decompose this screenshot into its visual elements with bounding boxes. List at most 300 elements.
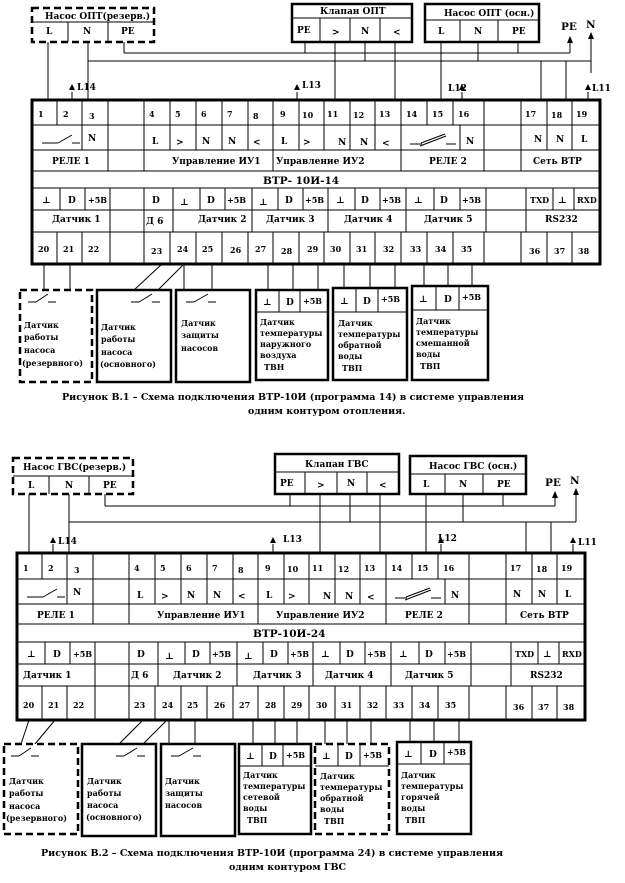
svg-text:21: 21 xyxy=(48,700,60,710)
svg-text:34: 34 xyxy=(419,700,431,710)
term-32: 32 xyxy=(383,244,395,254)
iu2-l: L xyxy=(281,137,288,147)
svg-text:⊥: ⊥ xyxy=(404,750,413,760)
figure-1 xyxy=(20,4,611,417)
term-8: 8 xyxy=(253,111,259,121)
svg-text:Датчик 5: Датчик 5 xyxy=(405,671,454,681)
svg-text:насоса: насоса xyxy=(9,801,41,811)
svg-text:N: N xyxy=(65,481,74,491)
bus-pe-label: PE xyxy=(561,21,577,33)
iu2-gt: > xyxy=(303,138,311,148)
svg-text:работы: работы xyxy=(24,332,59,342)
s1-gnd: ⊥ xyxy=(42,196,51,206)
svg-text:38: 38 xyxy=(563,702,575,712)
svg-text:PE: PE xyxy=(497,480,511,490)
iu1-label: Управление ИУ1 xyxy=(172,157,261,167)
svg-text:Датчик 3: Датчик 3 xyxy=(253,671,302,681)
pump-run-main-sensor xyxy=(82,744,156,836)
svg-text:D: D xyxy=(286,298,294,308)
term-9: 9 xyxy=(280,109,286,119)
term-12: 12 xyxy=(353,110,365,120)
term-29: 29 xyxy=(307,244,319,254)
svg-text:Датчик: Датчик xyxy=(24,320,59,330)
term-17: 17 xyxy=(525,109,537,119)
svg-text:Датчик: Датчик xyxy=(320,771,355,781)
svg-text:Датчик: Датчик xyxy=(181,318,216,328)
svg-text:<: < xyxy=(367,593,375,603)
term-26: 26 xyxy=(230,245,242,255)
term-10: 10 xyxy=(302,110,314,120)
svg-text:температуры: температуры xyxy=(338,329,401,339)
s4-5v: +5В xyxy=(382,195,402,205)
svg-text:ТВП: ТВП xyxy=(405,815,426,825)
svg-text:(основного): (основного) xyxy=(86,812,142,822)
svg-text:⊥: ⊥ xyxy=(543,650,552,660)
svg-text:+5В: +5В xyxy=(381,294,401,304)
pump-reserve-title: Насос ОПТ(резерв.) xyxy=(45,12,151,22)
svg-text:температуры: температуры xyxy=(243,781,306,791)
sensor-wires xyxy=(21,720,459,744)
svg-text:N: N xyxy=(345,592,354,602)
figure-2 xyxy=(4,454,597,873)
svg-text:N: N xyxy=(538,590,547,600)
svg-text:Датчик: Датчик xyxy=(416,316,451,326)
svg-text:5: 5 xyxy=(160,563,166,573)
svg-text:температуры: температуры xyxy=(260,328,323,338)
pump-main-box xyxy=(410,456,526,494)
svg-text:L11: L11 xyxy=(578,538,597,548)
net-n2: N xyxy=(556,135,565,145)
svg-text:36: 36 xyxy=(513,702,525,712)
term-7: 7 xyxy=(227,109,233,119)
pump-main-title: Насос ОПТ (осн.) xyxy=(444,9,535,19)
term-16: 16 xyxy=(458,109,470,119)
svg-text:4: 4 xyxy=(134,563,140,573)
svg-text:L12: L12 xyxy=(438,534,457,544)
svg-text:⊥: ⊥ xyxy=(340,297,349,307)
valve-title: Клапан ОПТ xyxy=(320,7,386,17)
svg-text:работы: работы xyxy=(101,334,136,344)
svg-text:ТВП: ТВП xyxy=(247,815,268,825)
svg-text:37: 37 xyxy=(538,702,550,712)
pump-protection-sensor xyxy=(161,744,235,836)
svg-text:Управление ИУ2: Управление ИУ2 xyxy=(276,611,365,621)
svg-text:ТВН: ТВН xyxy=(264,362,285,372)
s1-5v: +5В xyxy=(88,195,108,205)
svg-text:TXD: TXD xyxy=(515,649,535,659)
s1-d: D xyxy=(68,196,76,206)
svg-text:Насос ГВС (осн.): Насос ГВС (осн.) xyxy=(429,462,518,472)
relay1-label: РЕЛЕ 1 xyxy=(52,157,90,167)
term-1: 1 xyxy=(38,109,44,119)
term-19: 19 xyxy=(576,109,588,119)
svg-text:обратной: обратной xyxy=(320,793,364,803)
rs-txd: TXD xyxy=(530,195,550,205)
svg-text:D: D xyxy=(53,650,61,660)
valve-lt: < xyxy=(393,28,401,38)
sensor-wires xyxy=(44,264,472,290)
svg-text:7: 7 xyxy=(212,563,218,573)
svg-text:2: 2 xyxy=(48,563,54,573)
svg-text:15: 15 xyxy=(417,563,429,573)
svg-text:<: < xyxy=(238,592,246,602)
svg-text:воздуха: воздуха xyxy=(260,350,297,360)
pump-run-reserve-sensor xyxy=(20,290,92,382)
svg-text:⊥: ⊥ xyxy=(399,650,408,660)
svg-text:N: N xyxy=(213,591,222,601)
svg-text:32: 32 xyxy=(367,700,379,710)
svg-text:D: D xyxy=(363,297,371,307)
term-38: 38 xyxy=(578,246,590,256)
net-l: L xyxy=(581,135,588,145)
svg-text:+5В: +5В xyxy=(462,292,482,302)
term-35: 35 xyxy=(461,244,473,254)
svg-text:насоса: насоса xyxy=(24,345,56,355)
svg-text:ТВП: ТВП xyxy=(420,361,441,371)
rs-rxd: RXD xyxy=(577,195,597,205)
s2-d: D xyxy=(207,196,215,206)
caption-2-line-1: Рисунок В.2 – Схема подключения ВТР-10И (программа 24) в системе управления xyxy=(41,848,504,859)
svg-text:Датчик 1: Датчик 1 xyxy=(23,671,72,681)
svg-text:N: N xyxy=(570,475,580,487)
s3-5v: +5В xyxy=(305,195,325,205)
pump-run-reserve-sensor xyxy=(4,744,78,834)
svg-text:35: 35 xyxy=(445,700,457,710)
label-l12: L12 xyxy=(448,84,467,94)
term-31: 31 xyxy=(356,244,368,254)
svg-text:>: > xyxy=(317,481,325,491)
svg-text:⊥: ⊥ xyxy=(322,752,331,762)
svg-text:(резервного): (резервного) xyxy=(22,358,84,368)
s4-label: Датчик 4 xyxy=(344,215,393,225)
rs-gnd: ⊥ xyxy=(558,196,567,206)
svg-text:29: 29 xyxy=(291,700,303,710)
device-box xyxy=(17,553,585,720)
relay2-n: N xyxy=(466,137,475,147)
term-37: 37 xyxy=(554,246,566,256)
svg-text:⊥: ⊥ xyxy=(165,652,174,662)
svg-text:20: 20 xyxy=(23,700,35,710)
term-25: 25 xyxy=(202,244,214,254)
svg-text:33: 33 xyxy=(393,700,405,710)
valve-pe: PE xyxy=(297,26,311,36)
bus-wires xyxy=(29,488,579,553)
svg-text:+5В: +5В xyxy=(290,649,310,659)
temp-sensor-2 xyxy=(315,744,389,834)
d6-label: Д 6 xyxy=(146,217,164,227)
svg-text:Датчик 4: Датчик 4 xyxy=(325,671,374,681)
svg-text:D: D xyxy=(346,650,354,660)
svg-text:1: 1 xyxy=(23,563,29,573)
term-23: 23 xyxy=(151,246,163,256)
caption-2-line-2: одним контуром ГВС xyxy=(229,862,347,873)
term-36: 36 xyxy=(529,246,541,256)
svg-text:(резервного): (резервного) xyxy=(6,813,68,823)
svg-text:Насос ГВС(резерв.): Насос ГВС(резерв.) xyxy=(23,463,127,473)
term-34: 34 xyxy=(435,244,447,254)
svg-text:11: 11 xyxy=(312,563,324,573)
s2-label: Датчик 2 xyxy=(198,215,247,225)
svg-text:3: 3 xyxy=(74,565,80,575)
d6-d: D xyxy=(152,196,160,206)
temp-sensor-1 xyxy=(239,744,311,834)
svg-text:+5В: +5В xyxy=(367,649,387,659)
term-14: 14 xyxy=(406,109,418,119)
svg-text:сетевой: сетевой xyxy=(243,792,280,802)
svg-text:6: 6 xyxy=(186,563,192,573)
svg-text:РЕЛЕ 1: РЕЛЕ 1 xyxy=(37,611,75,621)
svg-text:работы: работы xyxy=(87,788,122,798)
svg-text:D: D xyxy=(425,650,433,660)
svg-text:N: N xyxy=(347,479,356,489)
svg-text:>: > xyxy=(288,592,296,602)
svg-text:смешанной: смешанной xyxy=(416,338,470,348)
svg-text:(основного): (основного) xyxy=(100,359,156,369)
term-21: 21 xyxy=(63,244,75,254)
svg-text:31: 31 xyxy=(341,700,353,710)
s5-gnd: ⊥ xyxy=(414,196,423,206)
svg-text:9: 9 xyxy=(265,563,271,573)
term-11: 11 xyxy=(327,109,339,119)
term-2: 2 xyxy=(63,109,69,119)
svg-text:температуры: температуры xyxy=(401,781,464,791)
svg-text:насосов: насосов xyxy=(165,800,203,810)
svg-text:N: N xyxy=(187,591,196,601)
pump-main-pe: PE xyxy=(512,27,526,37)
s1-label: Датчик 1 xyxy=(52,215,101,225)
svg-text:работы: работы xyxy=(9,788,44,798)
term-24: 24 xyxy=(177,244,189,254)
s3-label: Датчик 3 xyxy=(266,215,315,225)
svg-text:24: 24 xyxy=(162,700,174,710)
s5-d: D xyxy=(440,196,448,206)
svg-text:+5В: +5В xyxy=(286,750,306,760)
term-22: 22 xyxy=(88,244,100,254)
svg-text:N: N xyxy=(323,592,332,602)
svg-text:Датчик 2: Датчик 2 xyxy=(173,671,222,681)
svg-text:Д 6: Д 6 xyxy=(131,671,149,681)
device-box xyxy=(32,100,600,264)
svg-text:воды: воды xyxy=(401,803,426,813)
svg-text:Датчик: Датчик xyxy=(101,322,136,332)
svg-text:N: N xyxy=(459,480,468,490)
svg-text:L: L xyxy=(423,480,430,490)
svg-text:защиты: защиты xyxy=(181,330,219,340)
svg-text:воды: воды xyxy=(320,804,345,814)
iu1-gt: > xyxy=(176,138,184,148)
svg-text:25: 25 xyxy=(187,700,199,710)
iu2-lt: < xyxy=(382,139,390,149)
svg-text:PE: PE xyxy=(280,479,294,489)
svg-text:температуры: температуры xyxy=(320,782,383,792)
svg-text:насоса: насоса xyxy=(101,347,133,357)
term-30: 30 xyxy=(330,244,342,254)
svg-text:температуры: температуры xyxy=(416,327,479,337)
svg-text:30: 30 xyxy=(316,700,328,710)
temp-sensor-3 xyxy=(412,286,488,380)
net-label: Сеть ВТР xyxy=(533,157,582,167)
term-28: 28 xyxy=(281,246,293,256)
svg-text:Датчик: Датчик xyxy=(9,776,44,786)
svg-text:Датчик: Датчик xyxy=(260,317,295,327)
svg-text:PE: PE xyxy=(103,481,117,491)
svg-text:D: D xyxy=(444,295,452,305)
svg-text:наружного: наружного xyxy=(260,339,312,349)
svg-text:16: 16 xyxy=(443,563,455,573)
svg-text:L: L xyxy=(137,591,144,601)
term-15: 15 xyxy=(432,109,444,119)
svg-text:22: 22 xyxy=(73,700,85,710)
svg-text:N: N xyxy=(73,588,82,598)
label-l14: L14 xyxy=(77,83,96,93)
svg-text:+5В: +5В xyxy=(363,750,383,760)
svg-text:⊥: ⊥ xyxy=(244,652,253,662)
net-n1: N xyxy=(534,135,543,145)
iu1-n2: N xyxy=(228,137,237,147)
svg-text:18: 18 xyxy=(536,564,548,574)
svg-text:насоса: насоса xyxy=(87,800,119,810)
svg-text:Клапан ГВС: Клапан ГВС xyxy=(305,460,369,470)
temp-sensor-3 xyxy=(397,742,471,834)
valve-box xyxy=(292,4,412,42)
term-3: 3 xyxy=(89,111,95,121)
svg-text:12: 12 xyxy=(338,564,350,574)
svg-text:защиты: защиты xyxy=(165,788,203,798)
svg-text:28: 28 xyxy=(265,700,277,710)
svg-text:L: L xyxy=(266,591,273,601)
caption-1-line-1: Рисунок В.1 – Схема подключения ВТР-10И (программа 14) в системе управления xyxy=(62,392,525,403)
s4-d: D xyxy=(361,196,369,206)
svg-text:13: 13 xyxy=(364,563,376,573)
svg-text:ТВП: ТВП xyxy=(324,816,345,826)
svg-text:Датчик: Датчик xyxy=(338,318,373,328)
temp-sensor-1 xyxy=(256,290,328,380)
device-name: ВТР- 10И-14 xyxy=(263,175,340,187)
svg-text:+5В: +5В xyxy=(303,296,323,306)
label-l13: L13 xyxy=(302,81,321,91)
svg-text:Датчик: Датчик xyxy=(243,770,278,780)
temp-sensor-2 xyxy=(333,288,407,380)
svg-text:17: 17 xyxy=(510,563,522,573)
iu2-n2: N xyxy=(360,138,369,148)
svg-text:⊥: ⊥ xyxy=(263,298,272,308)
svg-text:L13: L13 xyxy=(283,535,302,545)
iu1-lt: < xyxy=(253,138,261,148)
svg-text:ТВП: ТВП xyxy=(342,363,363,373)
rs-label: RS232 xyxy=(545,215,578,225)
svg-text:+5В: +5В xyxy=(212,649,232,659)
svg-text:воды: воды xyxy=(416,349,441,359)
svg-text:27: 27 xyxy=(239,700,251,710)
pump-run-main-sensor xyxy=(97,290,171,382)
svg-text:D: D xyxy=(270,650,278,660)
iu1-l: L xyxy=(152,137,159,147)
svg-text:PE: PE xyxy=(545,477,561,489)
svg-text:N: N xyxy=(513,590,522,600)
svg-text:D: D xyxy=(137,650,145,660)
relay2-label: РЕЛЕ 2 xyxy=(429,157,467,167)
svg-text:⊥: ⊥ xyxy=(246,752,255,762)
valve-box xyxy=(275,454,399,494)
svg-text:14: 14 xyxy=(391,563,403,573)
pump-main-box xyxy=(425,4,539,42)
svg-text:RXD: RXD xyxy=(562,649,582,659)
svg-text:насосов: насосов xyxy=(181,343,219,353)
svg-text:горячей: горячей xyxy=(401,792,440,802)
svg-text:10: 10 xyxy=(287,564,299,574)
term-27: 27 xyxy=(255,244,267,254)
svg-text:RS232: RS232 xyxy=(530,671,563,681)
term-4: 4 xyxy=(149,109,155,119)
caption-1-line-2: одним контуром отопления. xyxy=(248,406,406,417)
pump-reserve-l: L xyxy=(46,27,53,37)
svg-text:N: N xyxy=(451,591,460,601)
s2-gnd: ⊥ xyxy=(180,198,189,208)
pump-protection-sensor xyxy=(176,290,250,382)
svg-text:обратной: обратной xyxy=(338,340,382,350)
s3-d: D xyxy=(285,196,293,206)
term-18: 18 xyxy=(551,110,563,120)
relay1-n: N xyxy=(88,134,97,144)
svg-text:L: L xyxy=(28,481,35,491)
pump-reserve-n: N xyxy=(83,27,92,37)
term-20: 20 xyxy=(38,244,50,254)
pump-reserve-box xyxy=(13,458,133,494)
svg-text:23: 23 xyxy=(134,700,146,710)
s4-gnd: ⊥ xyxy=(336,196,345,206)
term-33: 33 xyxy=(410,244,422,254)
pump-reserve-pe: PE xyxy=(121,27,135,37)
svg-text:19: 19 xyxy=(561,563,573,573)
svg-text:<: < xyxy=(379,481,387,491)
svg-text:Датчик: Датчик xyxy=(87,776,122,786)
svg-text:L: L xyxy=(565,590,572,600)
svg-text:Датчик: Датчик xyxy=(401,770,436,780)
svg-text:ВТР-10И-24: ВТР-10И-24 xyxy=(253,628,326,640)
svg-text:⊥: ⊥ xyxy=(27,650,36,660)
svg-text:воды: воды xyxy=(243,803,268,813)
svg-text:D: D xyxy=(345,752,353,762)
term-5: 5 xyxy=(175,109,181,119)
iu2-label: Управление ИУ2 xyxy=(276,157,365,167)
svg-text:D: D xyxy=(269,752,277,762)
svg-text:воды: воды xyxy=(338,351,363,361)
iu2-n1: N xyxy=(338,138,347,148)
bus-n-label: N xyxy=(586,19,596,31)
svg-text:D: D xyxy=(429,750,437,760)
svg-text:Сеть ВТР: Сеть ВТР xyxy=(520,611,569,621)
iu1-n1: N xyxy=(202,137,211,147)
svg-text:РЕЛЕ 2: РЕЛЕ 2 xyxy=(405,611,443,621)
s5-label: Датчик 5 xyxy=(424,215,473,225)
svg-text:+5В: +5В xyxy=(447,649,467,659)
s2-5v: +5В xyxy=(227,195,247,205)
label-l11: L11 xyxy=(592,84,611,94)
svg-text:L14: L14 xyxy=(58,537,77,547)
svg-text:⊥: ⊥ xyxy=(419,295,428,305)
term-6: 6 xyxy=(201,109,207,119)
svg-text:Датчик: Датчик xyxy=(165,776,200,786)
valve-n: N xyxy=(361,27,370,37)
svg-text:+5В: +5В xyxy=(447,747,467,757)
svg-text:+5В: +5В xyxy=(73,649,93,659)
term-13: 13 xyxy=(379,109,391,119)
pump-main-l: L xyxy=(438,27,445,37)
pump-reserve-box xyxy=(32,8,154,42)
svg-text:D: D xyxy=(192,650,200,660)
s3-gnd: ⊥ xyxy=(259,198,268,208)
svg-text:8: 8 xyxy=(238,565,244,575)
